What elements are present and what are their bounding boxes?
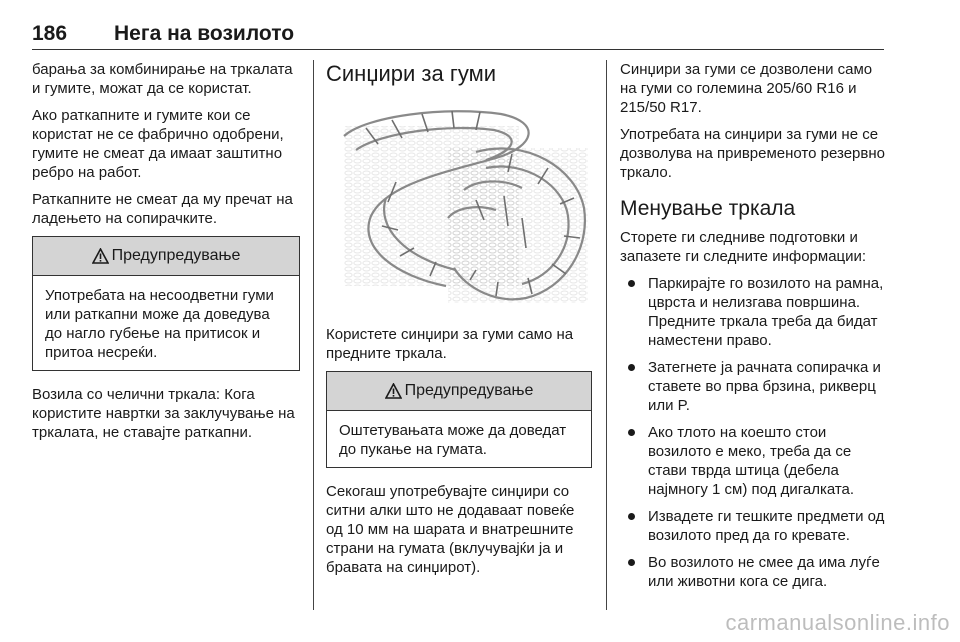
list-item	[620, 507, 888, 545]
bullet-icon	[628, 513, 635, 520]
tire-chain-icon	[326, 98, 590, 308]
list-item	[620, 553, 888, 591]
warning-text: Употребата на несоодветни гуми или раткапни може да доведува до нагло губење на притисок и притоа несреќи.	[45, 287, 274, 361]
column-2	[326, 60, 592, 585]
warning-title: Предупредување	[111, 247, 241, 264]
paragraph: Синџири за гуми се дозволени само на гуми со големина 205/60 R16 и 215/50 R17.	[620, 61, 873, 116]
header-rule	[32, 49, 884, 50]
watermark: carmanualsonline.info	[725, 610, 950, 635]
warning-header	[327, 372, 591, 411]
warning-triangle-icon	[92, 248, 109, 264]
column-divider	[606, 60, 607, 610]
paragraph: Возила со челични тркала: Кога користите навртки за заклучување на тркалата, не ставајте раткапни.	[32, 386, 295, 441]
list-item-text: Ако тлото на коешто стои возилото е меко, треба да се стави тврда штица (дебела најмногу 1 см) под дигалката.	[648, 424, 855, 498]
page-title: Нега на возилото	[114, 22, 295, 45]
warning-triangle-icon	[385, 383, 402, 399]
paragraph: барања за комбинирање на тркалата и гумите, можат да се користат.	[32, 61, 293, 97]
section-heading: Синџири за гуми	[326, 61, 497, 86]
tire-chains-illustration	[326, 98, 592, 313]
column-3	[620, 60, 888, 599]
warning-title: Предупредување	[404, 382, 534, 399]
bullet-icon	[628, 559, 635, 566]
list-item	[620, 274, 888, 350]
column-divider	[313, 60, 314, 610]
paragraph: Ако раткапните и гумите кои се користат не се фабрично одобрени, гумите не смеат да имаат заштитно ребро на работ.	[32, 107, 284, 181]
illustration-caption: Користете синџири за гуми само на предните тркала.	[326, 326, 574, 362]
warning-header	[33, 237, 299, 276]
warning-text: Оштетувањата може да доведат до пукање на гумата.	[339, 422, 567, 458]
paragraph: Секогаш употребувајте синџири со ситни алки што не додаваат повеќе од 10 мм на шарата и внатрешните страни на гумата (вклучувајќи ја и бравата на синџирот).	[326, 483, 575, 576]
bullet-icon	[628, 429, 635, 436]
page-number: 186	[32, 22, 68, 45]
paragraph: Употребата на синџири за гуми не се дозволува на привременото резервно тркало.	[620, 126, 885, 181]
page-header	[32, 18, 884, 50]
section-heading: Менување тркала	[620, 197, 796, 220]
paragraph: Раткапните не смеат да му пречат на ладењето на сопирачките.	[32, 191, 293, 227]
warning-box	[326, 371, 592, 468]
list-item-text: Во возилото не смее да има луѓе или животни кога се дига.	[648, 554, 880, 590]
list-item-text: Извадете ги тешките предмети од возилото пред да го кревате.	[648, 508, 885, 544]
list-item	[620, 423, 888, 499]
column-1	[32, 60, 300, 450]
list-item-text: Затегнете ја рачната сопирачка и ставете во прва брзина, рикверц или P.	[648, 359, 881, 414]
bullet-icon	[628, 280, 635, 287]
list-item	[620, 358, 888, 415]
bullet-list	[620, 274, 888, 591]
list-item-text: Паркирајте го возилото на рамна, цврста и нелизгава површина. Предните тркала треба да бидат наместени право.	[648, 275, 884, 349]
bullet-icon	[628, 364, 635, 371]
paragraph: Сторете ги следниве подготовки и запазете ги следните информации:	[620, 229, 867, 265]
warning-box	[32, 236, 300, 371]
